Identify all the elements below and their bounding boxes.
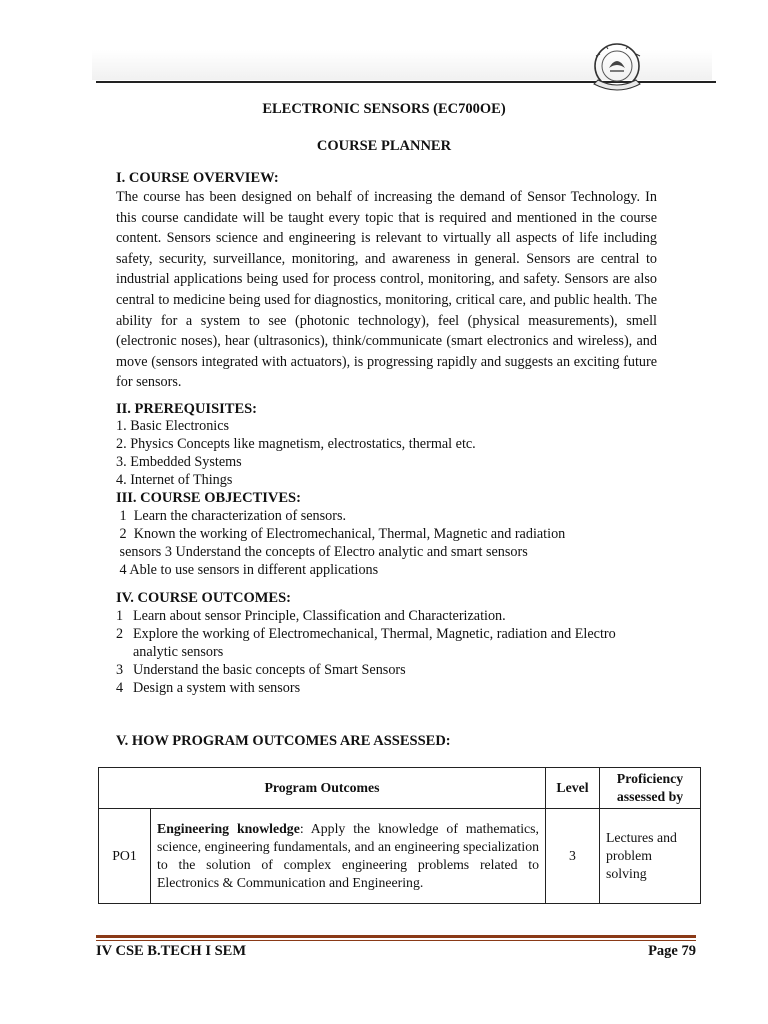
course-title: ELECTRONIC SENSORS (EC700OE): [262, 101, 506, 117]
table-row: [99, 809, 701, 904]
institute-seal-icon: [586, 38, 648, 100]
footer-rule: [96, 935, 696, 938]
column-header-program-outcomes: Program Outcomes: [99, 768, 546, 809]
outcome-text: Design a system with sensors: [133, 680, 301, 696]
assessment-heading: V. HOW PROGRAM OUTCOMES ARE ASSESSED:: [116, 733, 451, 749]
objective-line: 4 Able to use sensors in different applications: [116, 562, 379, 578]
outcome-number: 3: [116, 662, 124, 678]
prerequisite-item: 2. Physics Concepts like magnetism, electrostatics, thermal etc.: [116, 436, 476, 452]
column-header-level: Level: [546, 768, 600, 809]
po-label: Engineering knowledge: [157, 821, 300, 836]
program-outcomes-table: [98, 767, 701, 904]
outcomes-heading: IV. COURSE OUTCOMES:: [116, 590, 291, 606]
footer-semester: IV CSE B.TECH I SEM: [96, 943, 247, 959]
objective-line: 1 Learn the characterization of sensors.: [116, 508, 347, 524]
outcome-text-continued: analytic sensors: [133, 644, 224, 660]
overview-paragraph: The course has been designed on behalf of increasing the demand of Sensor Technology. In this course candidate will be taught every topic that is required and mentioned in the course content. Sensors science and engineering is relevant to virtually all aspects of life including safety, security, surveillance, monitoring, and awareness in general. Sensors are central to industrial applications being used for process control, monitoring, and safety. Sensors are also central to medicine being used for diagnostics, monitoring, critical care, and public health. The ability for a system to see (photonic technology), feel (physical measurements), smell (electronic noses), hear (ultrasonics), think/communicate (smart electronics and wireless), and move (sensors integrated with actuators), is progressing rapidly and suggests an exciting future for sensors.: [116, 189, 657, 391]
prerequisites-heading: II. PREREQUISITES:: [116, 401, 258, 417]
outcome-text: Learn about sensor Principle, Classification and Characterization.: [133, 608, 506, 624]
objective-line: 2 Known the working of Electromechanical, Thermal, Magnetic and radiation: [116, 526, 566, 542]
outcome-text: Explore the working of Electromechanical, Thermal, Magnetic, radiation and Electro: [133, 626, 616, 642]
po-proficiency: Lectures and problem solving: [600, 809, 701, 904]
objectives-heading: III. COURSE OBJECTIVES:: [116, 490, 301, 506]
po-level: 3: [546, 809, 600, 904]
column-header-proficiency: Proficiency assessed by: [600, 768, 701, 809]
footer-rule-thin: [96, 940, 696, 941]
objective-line: sensors 3 Understand the concepts of Electro analytic and smart sensors: [116, 544, 528, 560]
overview-heading: I. COURSE OVERVIEW:: [116, 170, 279, 186]
outcome-number: 1: [116, 608, 124, 624]
table-header-row: [99, 768, 701, 809]
planner-title: COURSE PLANNER: [316, 138, 452, 154]
po-description: [151, 809, 546, 904]
po-code: PO1: [99, 809, 151, 904]
po-description-text: : Apply the knowledge of mathematics, science, engineering fundamentals, and an engineering specialization to the solution of complex engineering problems related to Electronics & Communication and Engineering.: [157, 821, 539, 890]
outcome-number: 2: [116, 626, 124, 642]
footer-page-number: Page 79: [648, 943, 696, 959]
prerequisite-item: 4. Internet of Things: [116, 472, 233, 488]
prerequisite-item: 3. Embedded Systems: [116, 454, 242, 470]
outcome-number: 4: [116, 680, 124, 696]
outcome-text: Understand the basic concepts of Smart Sensors: [133, 662, 406, 678]
prerequisite-item: 1. Basic Electronics: [116, 418, 230, 434]
